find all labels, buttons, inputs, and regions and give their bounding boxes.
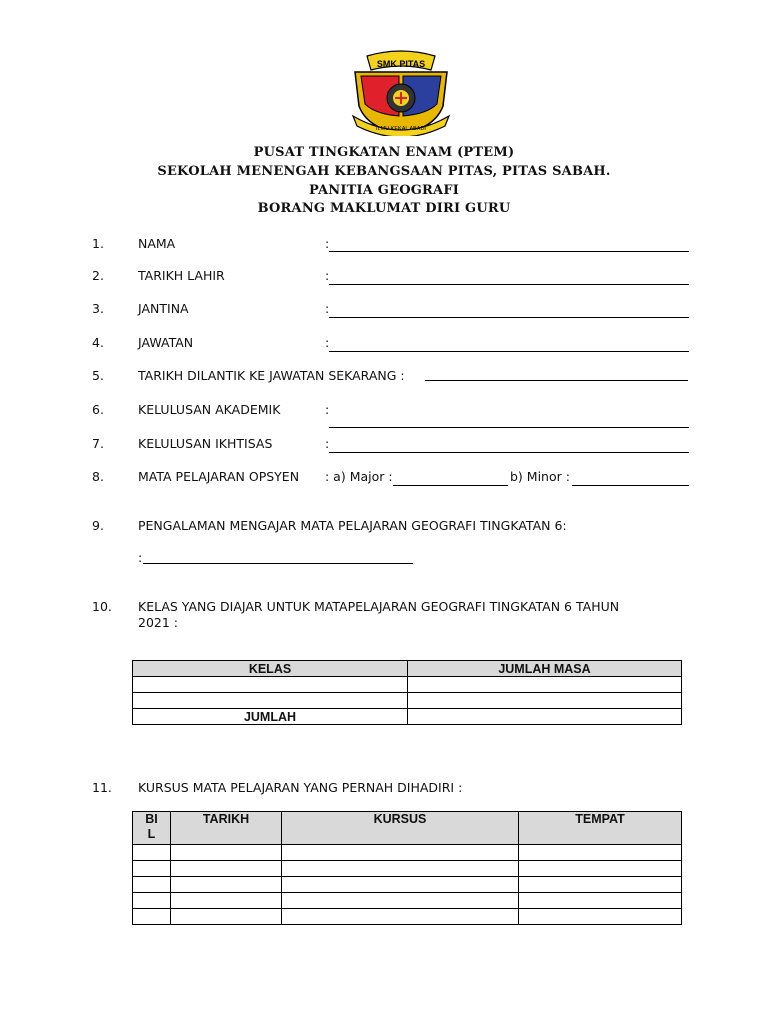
logo-banner-top: SMK PITAS: [376, 59, 426, 69]
header-line-2: SEKOLAH MENENGAH KEBANGSAAN PITAS, PITAS SABAH.: [157, 164, 611, 179]
table-cell[interactable]: [282, 893, 519, 909]
field-2-colon: :: [325, 268, 330, 283]
table-cell[interactable]: [408, 709, 682, 725]
table-cell[interactable]: [171, 909, 282, 925]
table-cell[interactable]: [133, 677, 408, 693]
table-cell[interactable]: [519, 861, 682, 877]
academic-qualification-input-line[interactable]: [329, 427, 689, 428]
field-5-number: 5.: [92, 368, 104, 383]
course-table: [132, 811, 682, 925]
field-5-label: TARIKH DILANTIK KE JAWATAN SEKARANG :: [138, 368, 405, 383]
table-cell[interactable]: [133, 693, 408, 709]
field-10-label-line1: KELAS YANG DIAJAR UNTUK MATAPELAJARAN GEOGRAFI TINGKATAN 6 TAHUN: [138, 599, 620, 614]
field-1-label: NAMA: [138, 236, 176, 251]
header-line-3: PANITIA GEOGRAFI: [308, 183, 460, 198]
field-8-number: 8.: [92, 469, 104, 484]
field-10-number: 10.: [92, 599, 112, 614]
field-9-label: PENGALAMAN MENGAJAR MATA PELAJARAN GEOGRAFI TINGKATAN 6:: [138, 518, 567, 533]
table-cell[interactable]: [282, 861, 519, 877]
table-cell[interactable]: [519, 893, 682, 909]
field-11-label: KURSUS MATA PELAJARAN YANG PERNAH DIHADIRI :: [138, 780, 463, 795]
table-cell[interactable]: [282, 845, 519, 861]
course-table-header-tempat: TEMPAT: [519, 812, 682, 845]
teaching-experience-input-line[interactable]: [143, 563, 413, 564]
field-2-label: TARIKH LAHIR: [138, 268, 225, 283]
field-3-colon: :: [325, 301, 330, 316]
form-title: BORANG MAKLUMAT DIRI GURU: [257, 201, 511, 216]
field-4-number: 4.: [92, 335, 104, 350]
field-7-colon: :: [325, 436, 330, 451]
table-cell[interactable]: [133, 909, 171, 925]
field-1-colon: :: [325, 236, 330, 251]
course-table-header-kursus: KURSUS: [282, 812, 519, 845]
table-cell[interactable]: [171, 845, 282, 861]
table-row-total: [133, 709, 682, 725]
field-6-number: 6.: [92, 402, 104, 417]
field-2-number: 2.: [92, 268, 104, 283]
class-table-total-label: JUMLAH: [133, 709, 408, 725]
field-3-label: JANTINA: [138, 301, 189, 316]
table-row: [133, 845, 682, 861]
gender-input-line[interactable]: [329, 317, 689, 318]
header-line-1: PUSAT TINGKATAN ENAM (PTEM): [253, 145, 515, 160]
field-11-number: 11.: [92, 780, 112, 795]
course-table-header-tarikh: TARIKH: [171, 812, 282, 845]
birthdate-input-line[interactable]: [329, 284, 689, 285]
field-8-label: MATA PELAJARAN OPSYEN: [138, 469, 300, 484]
table-cell[interactable]: [171, 861, 282, 877]
field-6-colon: :: [325, 402, 330, 417]
minor-subject-input-line[interactable]: [572, 485, 689, 486]
field-4-label: JAWATAN: [138, 335, 194, 350]
table-cell[interactable]: [408, 677, 682, 693]
field-4-colon: :: [325, 335, 330, 350]
field-7-number: 7.: [92, 436, 104, 451]
table-row: [133, 693, 682, 709]
table-cell[interactable]: [133, 893, 171, 909]
table-cell[interactable]: [133, 845, 171, 861]
table-row: [133, 893, 682, 909]
field-10-label-line2: 2021 :: [138, 615, 178, 630]
field-3-number: 3.: [92, 301, 104, 316]
class-table-header-jumlah-masa: JUMLAH MASA: [408, 661, 682, 677]
professional-qualification-input-line[interactable]: [329, 452, 689, 453]
field-7-label: KELULUSAN IKHTISAS: [138, 436, 273, 451]
field-6-label: KELULUSAN AKADEMIK: [138, 402, 281, 417]
course-table-header-bil: BI L: [133, 812, 171, 845]
appointment-date-input-line[interactable]: [425, 380, 688, 381]
table-row: [133, 861, 682, 877]
class-table: [132, 660, 682, 725]
field-9-number: 9.: [92, 518, 104, 533]
table-row: [133, 909, 682, 925]
field-8-major-label: : a) Major :: [325, 469, 393, 484]
table-row: [133, 877, 682, 893]
field-9-colon: :: [138, 550, 143, 565]
class-table-header-kelas: KELAS: [133, 661, 408, 677]
field-1-number: 1.: [92, 236, 104, 251]
table-cell[interactable]: [282, 909, 519, 925]
table-cell[interactable]: [171, 877, 282, 893]
table-cell[interactable]: [133, 861, 171, 877]
table-cell[interactable]: [133, 877, 171, 893]
table-cell[interactable]: [519, 877, 682, 893]
table-cell[interactable]: [519, 845, 682, 861]
table-cell[interactable]: [519, 909, 682, 925]
major-subject-input-line[interactable]: [393, 485, 508, 486]
field-8-minor-label: b) Minor :: [510, 469, 570, 484]
school-crest-logo: [345, 50, 457, 136]
table-cell[interactable]: [282, 877, 519, 893]
table-row: [133, 677, 682, 693]
table-cell[interactable]: [408, 693, 682, 709]
logo-banner-bottom: ILMU KEKAL ABADI: [376, 126, 426, 132]
name-input-line[interactable]: [329, 251, 689, 252]
position-input-line[interactable]: [329, 351, 689, 352]
table-cell[interactable]: [171, 893, 282, 909]
